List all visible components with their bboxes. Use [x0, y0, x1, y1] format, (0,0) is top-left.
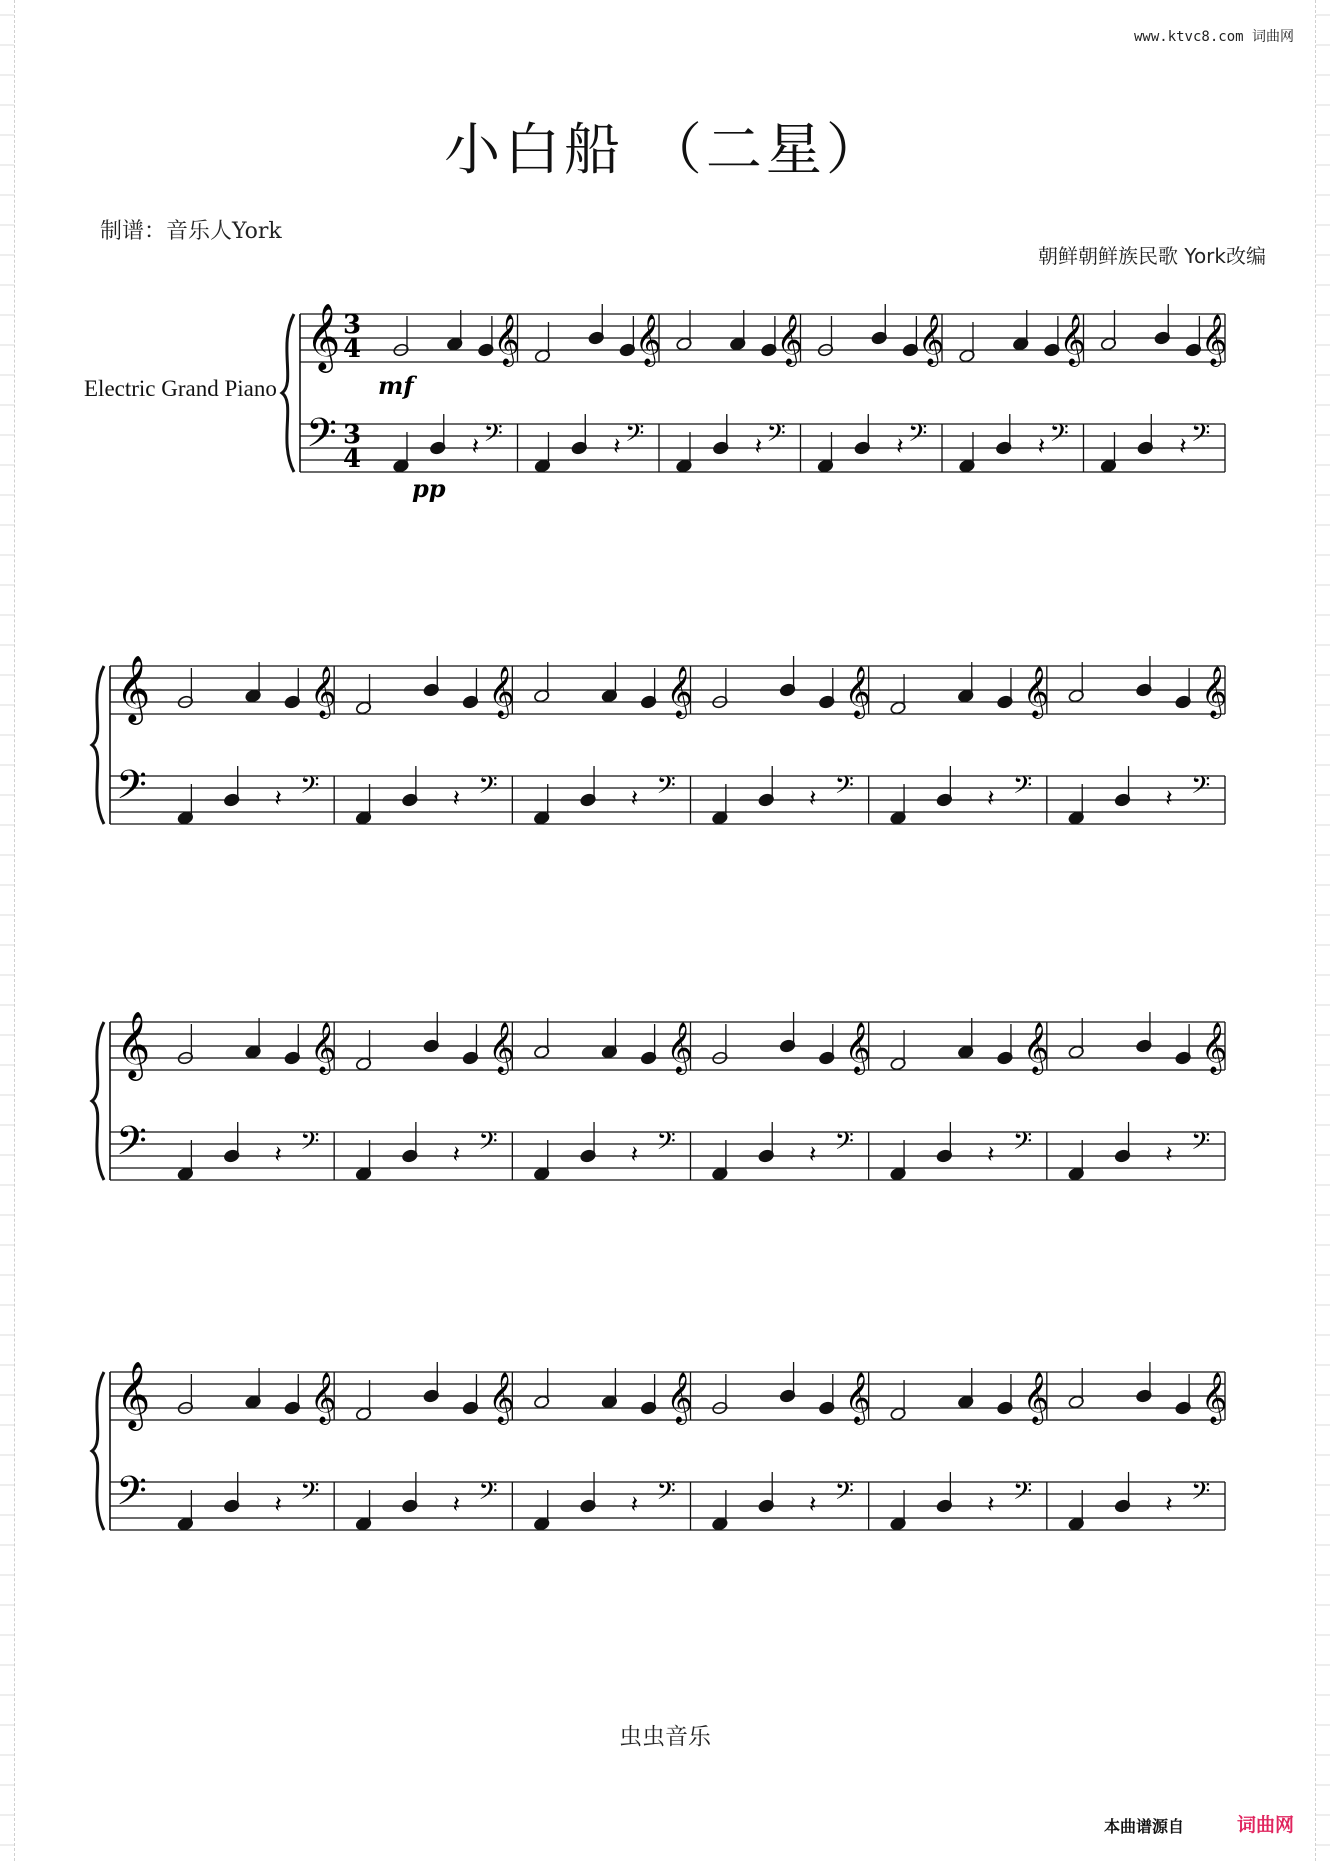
bass-clef-icon: 𝄢 — [1191, 419, 1211, 454]
quarter-rest-icon: 𝄽 — [613, 432, 621, 460]
quarter-rest-icon: 𝄽 — [630, 784, 639, 812]
quarter-rest-icon: 𝄽 — [896, 432, 904, 460]
bass-clef-icon: 𝄢 — [478, 1477, 498, 1512]
quarter-rest-icon: 𝄽 — [1037, 432, 1046, 460]
treble-clef-icon: 𝄞 — [116, 1360, 151, 1428]
quarter-rest-icon: 𝄽 — [274, 1140, 282, 1168]
time-signature-numerator: 3 — [342, 310, 362, 340]
quarter-rest-icon: 𝄽 — [1165, 1490, 1173, 1518]
time-signature-numerator: 3 — [342, 420, 362, 450]
bass-clef-icon: 𝄢 — [1191, 771, 1211, 806]
treble-clef-icon: 𝄞 — [1201, 1372, 1228, 1423]
treble-clef-icon: 𝄞 — [488, 666, 515, 717]
treble-clef-icon: 𝄞 — [116, 1010, 151, 1078]
treble-clef-icon: 𝄞 — [116, 654, 151, 722]
quarter-rest-icon: 𝄽 — [452, 1140, 460, 1168]
treble-clef-icon: 𝄞 — [310, 1022, 337, 1073]
quarter-rest-icon: 𝄽 — [754, 432, 763, 460]
source-label: 本曲谱源自 — [1103, 1817, 1184, 1836]
bass-clef-icon: 𝄢 — [116, 1468, 147, 1524]
treble-clef-icon: 𝄞 — [1201, 1022, 1228, 1073]
brace — [282, 314, 294, 472]
quarter-rest-icon: 𝄽 — [1179, 432, 1187, 460]
source-logo[interactable]: 词曲网 — [1236, 1814, 1294, 1836]
bass-clef-icon: 𝄢 — [656, 771, 676, 806]
treble-clef-icon: 𝄞 — [666, 1022, 693, 1073]
quarter-rest-icon: 𝄽 — [808, 1490, 817, 1518]
bass-clef-icon: 𝄢 — [1012, 1127, 1033, 1162]
bass-clef-icon: 𝄢 — [834, 771, 854, 806]
transcriber-credit: 制谱：音乐人York — [100, 219, 282, 244]
bass-clef-icon: 𝄢 — [834, 1477, 854, 1512]
treble-clef-icon: 𝄞 — [306, 302, 341, 370]
bass-clef-icon: 𝄢 — [478, 1127, 498, 1162]
quarter-rest-icon: 𝄽 — [1165, 1140, 1173, 1168]
bass-clef-icon: 𝄢 — [1012, 771, 1033, 806]
bass-clef-icon: 𝄢 — [116, 762, 147, 818]
treble-clef-icon: 𝄞 — [666, 1372, 693, 1423]
treble-clef-icon: 𝄞 — [844, 1022, 871, 1073]
treble-clef-icon: 𝄞 — [1201, 314, 1228, 365]
bass-clef-icon: 𝄢 — [1012, 1477, 1033, 1512]
treble-clef-icon: 𝄞 — [844, 1372, 871, 1423]
bass-clef-icon: 𝄢 — [766, 419, 786, 454]
treble-clef-icon: 𝄞 — [776, 314, 803, 365]
treble-clef-icon: 𝄞 — [1022, 666, 1049, 717]
quarter-rest-icon: 𝄽 — [987, 784, 995, 812]
quarter-rest-icon: 𝄽 — [630, 1490, 639, 1518]
bass-clef-icon: 𝄢 — [1191, 1127, 1211, 1162]
bass-clef-icon: 𝄢 — [306, 410, 337, 466]
bass-clef-icon: 𝄢 — [625, 419, 645, 454]
treble-clef-icon: 𝄞 — [1022, 1022, 1049, 1073]
bass-clef-icon: 𝄢 — [1191, 1477, 1211, 1512]
bass-clef-icon: 𝄢 — [478, 771, 498, 806]
time-signature-denominator: 4 — [342, 444, 362, 474]
quarter-rest-icon: 𝄽 — [452, 1490, 460, 1518]
quarter-rest-icon: 𝄽 — [274, 1490, 282, 1518]
treble-clef-icon: 𝄞 — [310, 1372, 337, 1423]
dynamic-pp: pp — [412, 474, 446, 503]
treble-clef-icon: 𝄞 — [844, 666, 871, 717]
time-signature-denominator: 4 — [342, 334, 362, 364]
quarter-rest-icon: 𝄽 — [274, 784, 282, 812]
brace — [92, 1372, 104, 1530]
site-url[interactable]: www.ktvc8.com 词曲网 — [1133, 29, 1294, 45]
quarter-rest-icon: 𝄽 — [471, 432, 480, 460]
quarter-rest-icon: 𝄽 — [1165, 784, 1173, 812]
treble-clef-icon: 𝄞 — [310, 666, 337, 717]
quarter-rest-icon: 𝄽 — [452, 784, 460, 812]
treble-clef-icon: 𝄞 — [918, 314, 945, 365]
bass-clef-icon: 𝄢 — [908, 419, 928, 454]
treble-clef-icon: 𝄞 — [488, 1022, 515, 1073]
bass-clef-icon: 𝄢 — [656, 1127, 676, 1162]
brace — [92, 666, 104, 824]
instrument-label: Electric Grand Piano — [84, 376, 277, 401]
score-systems — [92, 302, 1227, 1531]
quarter-rest-icon: 𝄽 — [630, 1140, 639, 1168]
quarter-rest-icon: 𝄽 — [808, 784, 817, 812]
treble-clef-icon: 𝄞 — [1059, 314, 1086, 365]
page-title: 小白船 （二星） — [444, 118, 886, 183]
bass-clef-icon: 𝄢 — [300, 771, 320, 806]
treble-clef-icon: 𝄞 — [635, 314, 662, 365]
bass-clef-icon: 𝄢 — [834, 1127, 854, 1162]
bass-clef-icon: 𝄢 — [656, 1477, 676, 1512]
bass-clef-icon: 𝄢 — [116, 1118, 147, 1174]
treble-clef-icon: 𝄞 — [1201, 666, 1228, 717]
treble-clef-icon: 𝄞 — [666, 666, 693, 717]
publisher-label: 虫虫音乐 — [619, 1724, 711, 1750]
composer-credit: 朝鲜朝鲜族民歌 York改编 — [1038, 244, 1266, 268]
bass-clef-icon: 𝄢 — [300, 1477, 320, 1512]
bass-clef-icon: 𝄢 — [483, 419, 503, 454]
treble-clef-icon: 𝄞 — [1022, 1372, 1049, 1423]
brace — [92, 1022, 104, 1180]
dynamic-mf: mf — [378, 371, 414, 400]
treble-clef-icon: 𝄞 — [493, 314, 520, 365]
quarter-rest-icon: 𝄽 — [987, 1490, 995, 1518]
treble-clef-icon: 𝄞 — [488, 1372, 515, 1423]
bass-clef-icon: 𝄢 — [1049, 419, 1069, 454]
bass-clef-icon: 𝄢 — [300, 1127, 320, 1162]
quarter-rest-icon: 𝄽 — [808, 1140, 817, 1168]
quarter-rest-icon: 𝄽 — [987, 1140, 995, 1168]
